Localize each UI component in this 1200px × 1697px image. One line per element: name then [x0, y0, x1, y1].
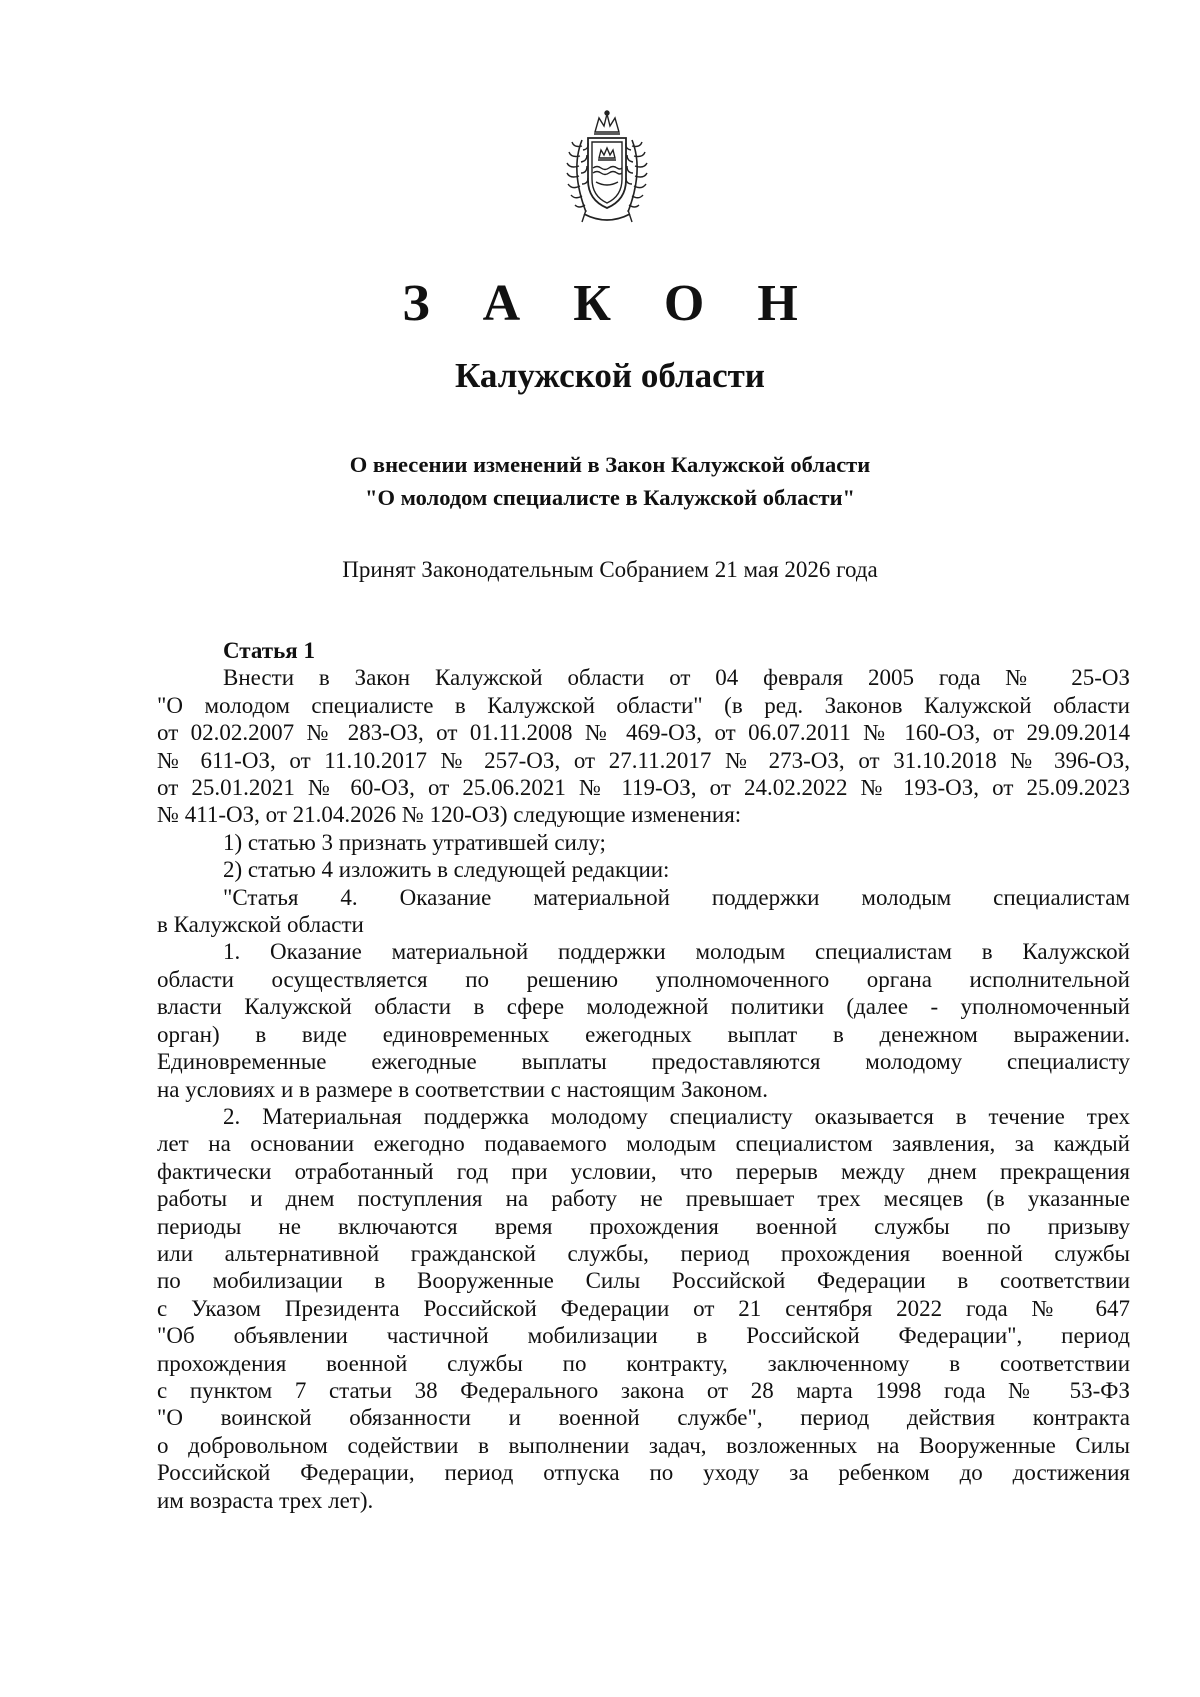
subject-line-2: "О молодом специалисте в Калужской области" — [364, 485, 856, 510]
body-line: области осуществляется по решению уполномоченного органа исполнительной — [157, 966, 1130, 992]
body-line: в Калужской области — [157, 912, 364, 938]
body-line: на условиях и в размере в соответствии с настоящим Законом. — [157, 1076, 768, 1102]
body-line: от 02.02.2007 № 283-ОЗ, от 01.11.2008 № 469-ОЗ, от 06.07.2011 № 160-ОЗ, от 29.09.2014 — [157, 720, 1130, 746]
body-line: прохождения военной службы по контракту, заключенному в соответствии — [157, 1350, 1130, 1376]
body-line: 1) статью 3 признать утратившей силу; — [223, 829, 606, 855]
body-line: лет на основании ежегодно подаваемого молодым специалистом заявления, за каждый — [157, 1131, 1130, 1157]
body-line: Внести в Закон Калужской области от 04 февраля 2005 года № 25-ОЗ — [223, 665, 1130, 691]
body-line: 2. Материальная поддержка молодому специалисту оказывается в течение трех — [223, 1103, 1130, 1129]
document-title: З А К О Н — [402, 275, 818, 332]
body-line: № 411-ОЗ, от 21.04.2026 № 120-ОЗ) следующие изменения: — [157, 802, 742, 828]
body-line: с пунктом 7 статьи 38 Федерального закона от 28 марта 1998 года № 53-ФЗ — [157, 1377, 1130, 1403]
coat-of-arms-icon — [552, 110, 662, 230]
body-line: с Указом Президента Российской Федерации от 21 сентября 2022 года № 647 — [157, 1295, 1130, 1321]
body-line: по мобилизации в Вооруженные Силы Российской Федерации в соответствии — [157, 1268, 1130, 1294]
body-line: орган) в виде единовременных ежегодных выплат в денежном выражении. — [157, 1021, 1130, 1047]
body-line: "Статья 4. Оказание материальной поддержки молодым специалистам — [223, 884, 1130, 910]
article-1-body — [157, 637, 1130, 1514]
body-line: 1. Оказание материальной поддержки молодым специалистам в Калужской — [223, 939, 1130, 965]
body-line: "О молодом специалисте в Калужской области" (в ред. Законов Калужской области — [157, 692, 1130, 718]
subject-line-1: О внесении изменений в Закон Калужской области — [349, 452, 871, 477]
body-line: Единовременные ежегодные выплаты предоставляются молодому специалисту — [157, 1049, 1130, 1075]
body-line: № 611-ОЗ, от 11.10.2017 № 257-ОЗ, от 27.11.2017 № 273-ОЗ, от 31.10.2018 № 396-ОЗ, — [157, 747, 1130, 773]
body-line: 2) статью 4 изложить в следующей редакции: — [223, 857, 670, 883]
body-line: работы и днем поступления на работу не превышает трех месяцев (в указанные — [157, 1186, 1130, 1212]
body-line: "Об объявлении частичной мобилизации в Российской Федерации", период — [157, 1323, 1130, 1349]
body-line: фактически отработанный год при условии, что перерыв между днем прекращения — [157, 1158, 1130, 1184]
article-heading: Статья 1 — [223, 638, 315, 663]
document-region: Калужской области — [455, 356, 765, 395]
body-line: или альтернативной гражданской службы, период прохождения военной службы — [157, 1240, 1130, 1266]
body-line: от 25.01.2021 № 60-ОЗ, от 25.06.2021 № 119-ОЗ, от 24.02.2022 № 193-ОЗ, от 25.09.2023 — [157, 775, 1130, 801]
body-line: периоды не включаются время прохождения военной службы по призыву — [157, 1213, 1130, 1239]
body-line: Российской Федерации, период отпуска по уходу за ребенком до достижения — [157, 1460, 1130, 1486]
body-line: власти Калужской области в сфере молодежной политики (далее - уполномоченный — [157, 994, 1130, 1020]
body-line: им возраста трех лет). — [157, 1487, 374, 1513]
body-line: "О воинской обязанности и военной службе", период действия контракта — [157, 1405, 1130, 1431]
body-line: о добровольном содействии в выполнении задач, возложенных на Вооруженные Силы — [157, 1432, 1130, 1458]
document-subject — [0, 448, 1200, 514]
adoption-date-line: Принят Законодательным Собранием 21 мая 2026 года — [342, 557, 878, 582]
